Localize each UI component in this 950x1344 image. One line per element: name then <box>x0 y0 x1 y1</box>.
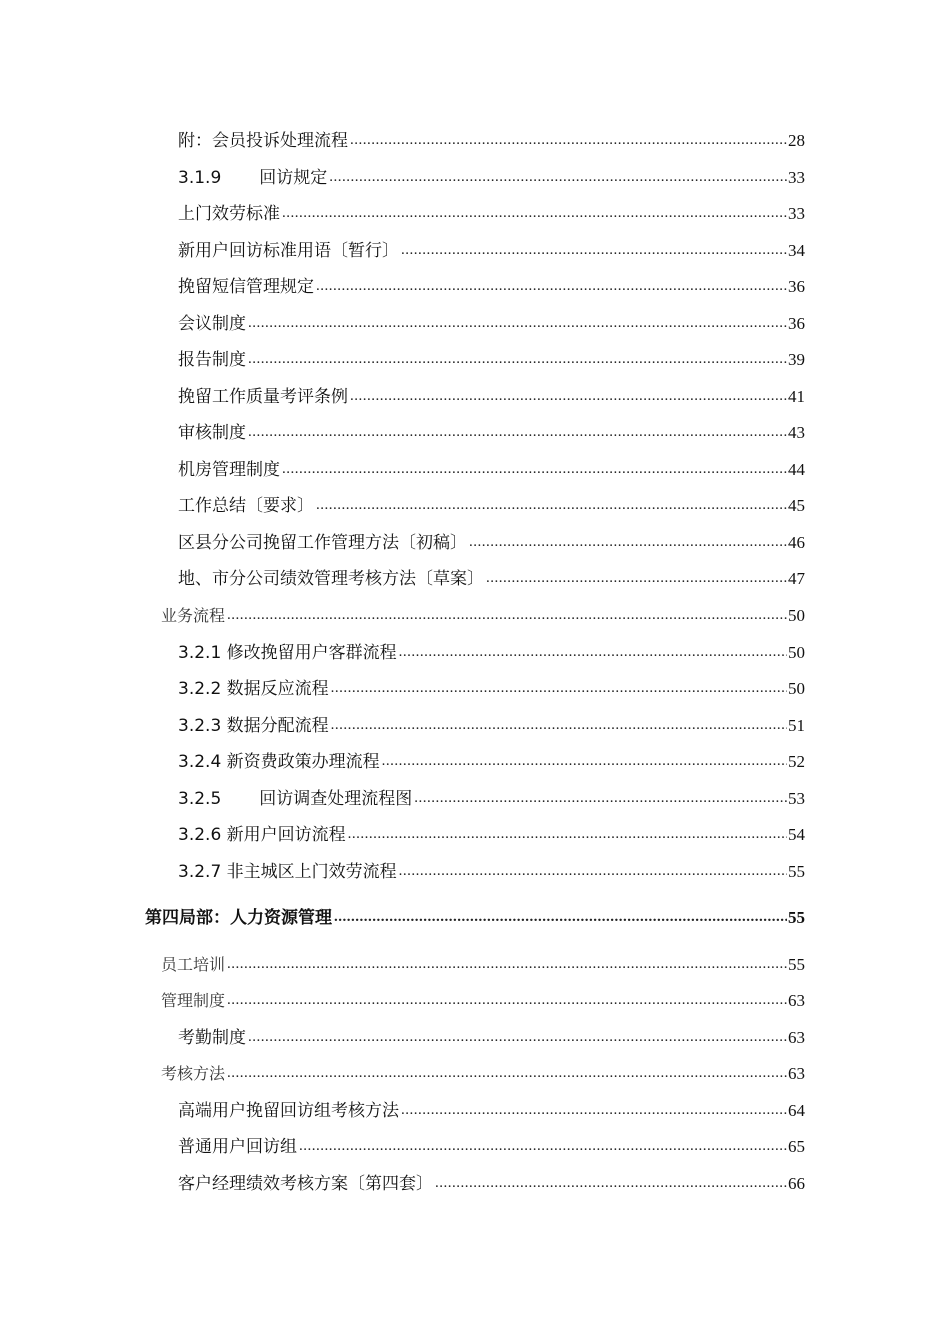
toc-page-number: 39 <box>788 350 805 369</box>
toc-page-number: 34 <box>788 241 805 260</box>
toc-entry[interactable] <box>0 1128 950 1158</box>
toc-entry-title: 普通用户回访组 <box>178 1137 297 1157</box>
toc-entry[interactable] <box>0 232 950 262</box>
toc-leader-dots <box>248 423 787 441</box>
toc-page-number: 41 <box>788 387 805 406</box>
toc-leader-dots <box>316 277 787 295</box>
toc-page-number: 55 <box>788 908 805 927</box>
toc-leader-dots <box>334 908 787 926</box>
toc-leader-dots <box>382 752 787 770</box>
toc-entry-title: 报告制度 <box>178 350 246 370</box>
toc-entry-title: 管理制度 <box>161 991 226 1010</box>
toc-entry-title: 数据分配流程 <box>226 716 329 736</box>
toc-leader-dots <box>227 1064 787 1082</box>
toc-entry-title: 会议制度 <box>178 314 246 334</box>
toc-page-number: 33 <box>788 168 805 187</box>
toc-entry[interactable] <box>0 946 950 976</box>
toc-entry[interactable] <box>0 816 950 846</box>
toc-entry-number: 3.2.5 <box>178 789 222 809</box>
toc-entry-title: 地、市分公司绩效管理考核方法〔草案〕 <box>178 569 484 589</box>
toc-page-number: 63 <box>788 991 805 1010</box>
toc-entry[interactable] <box>0 268 950 298</box>
toc-entry[interactable] <box>0 899 950 929</box>
toc-entry-title: 修改挽留用户客群流程 <box>226 643 397 663</box>
toc-leader-dots <box>329 168 787 186</box>
toc-leader-dots <box>248 350 787 368</box>
toc-entry-title: 挽留工作质量考评条例 <box>178 387 348 407</box>
toc-entry[interactable] <box>0 743 950 773</box>
toc-entry-title: 挽留短信管理规定 <box>178 277 314 297</box>
toc-entry[interactable] <box>0 122 950 152</box>
toc-leader-dots <box>350 387 787 405</box>
toc-entry-title: 数据反应流程 <box>226 679 329 699</box>
toc-entry[interactable] <box>0 1019 950 1049</box>
toc-leader-dots <box>331 716 787 734</box>
toc-page-number: 36 <box>788 277 805 296</box>
toc-entry-title: 回访调查处理流程图 <box>259 789 413 809</box>
toc-leader-dots <box>399 643 787 661</box>
toc-entry[interactable] <box>0 670 950 700</box>
toc-leader-dots <box>282 460 787 478</box>
toc-entry[interactable] <box>0 378 950 408</box>
toc-page-number: 50 <box>788 679 805 698</box>
toc-entry-number: 3.1.9 <box>178 168 222 188</box>
toc-page-number: 66 <box>788 1174 805 1193</box>
toc-leader-dots <box>486 569 787 587</box>
toc-entry-title: 新用户回访标准用语〔暂行〕 <box>178 241 399 261</box>
toc-page-number: 28 <box>788 131 805 150</box>
toc-leader-dots <box>401 241 787 259</box>
toc-page-number: 43 <box>788 423 805 442</box>
toc-leader-dots <box>348 825 787 843</box>
toc-entry[interactable] <box>0 195 950 225</box>
toc-entry-number: 3.2.6 <box>178 825 222 845</box>
toc-page-number: 53 <box>788 789 805 808</box>
toc-leader-dots <box>469 533 787 551</box>
toc-entry-title: 员工培训 <box>161 955 226 974</box>
toc-page-number: 64 <box>788 1101 805 1120</box>
toc-entry-title: 考核方法 <box>161 1064 226 1083</box>
toc-entry[interactable] <box>0 1165 950 1195</box>
toc-entry-title: 区县分公司挽留工作管理方法〔初稿〕 <box>178 533 467 553</box>
toc-entry[interactable] <box>0 634 950 664</box>
toc-entry[interactable] <box>0 853 950 883</box>
toc-entry-title: 新用户回访流程 <box>226 825 346 845</box>
toc-entry[interactable] <box>0 159 950 189</box>
toc-entry-title: 回访规定 <box>259 168 328 188</box>
toc-entry-title: 附：会员投诉处理流程 <box>178 131 348 151</box>
toc-entry[interactable] <box>0 597 950 627</box>
toc-entry[interactable] <box>0 305 950 335</box>
toc-entry[interactable] <box>0 560 950 590</box>
toc-leader-dots <box>316 496 787 514</box>
toc-page-number: 46 <box>788 533 805 552</box>
toc-leader-dots <box>414 789 787 807</box>
toc-page-number: 55 <box>788 862 805 881</box>
toc-page-number: 47 <box>788 569 805 588</box>
toc-entry-title: 上门效劳标准 <box>178 204 280 224</box>
toc-entry[interactable] <box>0 451 950 481</box>
toc-page-number: 44 <box>788 460 805 479</box>
toc-entry-title: 高端用户挽留回访组考核方法 <box>178 1101 399 1121</box>
toc-entry-number: 3.2.4 <box>178 752 222 772</box>
toc-page-number: 50 <box>788 643 805 662</box>
toc-entry[interactable] <box>0 524 950 554</box>
toc-entry[interactable] <box>0 341 950 371</box>
toc-entry-number: 3.2.1 <box>178 643 222 663</box>
toc-entry[interactable] <box>0 982 950 1012</box>
toc-leader-dots <box>227 991 787 1009</box>
toc-entry[interactable] <box>0 707 950 737</box>
toc-entry-title: 审核制度 <box>178 423 246 443</box>
toc-page-number: 36 <box>788 314 805 333</box>
toc-leader-dots <box>248 1028 787 1046</box>
toc-page-number: 63 <box>788 1028 805 1047</box>
toc-entry[interactable] <box>0 1092 950 1122</box>
toc-entry-title: 新资费政策办理流程 <box>226 752 380 772</box>
toc-leader-dots <box>435 1174 787 1192</box>
toc-entry-title: 客户经理绩效考核方案〔第四套〕 <box>178 1174 433 1194</box>
toc-entry-title: 机房管理制度 <box>178 460 280 480</box>
toc-leader-dots <box>331 679 787 697</box>
toc-entry-title: 第四局部：人力资源管理 <box>145 908 332 928</box>
toc-page-number: 55 <box>788 955 805 974</box>
toc-leader-dots <box>227 955 787 973</box>
toc-leader-dots <box>401 1101 787 1119</box>
toc-entry[interactable] <box>0 414 950 444</box>
toc-entry[interactable] <box>0 1055 950 1085</box>
toc-page-number: 54 <box>788 825 805 844</box>
toc-entry-title: 业务流程 <box>161 606 226 625</box>
toc-leader-dots <box>350 131 787 149</box>
toc-entry-number: 3.2.3 <box>178 716 222 736</box>
toc-page-number: 52 <box>788 752 805 771</box>
toc-entry-number: 3.2.2 <box>178 679 222 699</box>
toc-leader-dots <box>248 314 787 332</box>
toc-entry-title: 考勤制度 <box>178 1028 246 1048</box>
toc-page-number: 33 <box>788 204 805 223</box>
toc-leader-dots <box>227 606 787 624</box>
toc-page-number: 45 <box>788 496 805 515</box>
toc-page-number: 65 <box>788 1137 805 1156</box>
toc-entry[interactable] <box>0 780 950 810</box>
toc-leader-dots <box>282 204 787 222</box>
toc-page-number: 50 <box>788 606 805 625</box>
toc-entry-title: 非主城区上门效劳流程 <box>226 862 397 882</box>
toc-entry-title: 工作总结〔要求〕 <box>178 496 314 516</box>
toc-leader-dots <box>399 862 787 880</box>
toc-entry-number: 3.2.7 <box>178 862 222 882</box>
toc-entry[interactable] <box>0 487 950 517</box>
toc-leader-dots <box>299 1137 787 1155</box>
toc-page-number: 51 <box>788 716 805 735</box>
toc-page-number: 63 <box>788 1064 805 1083</box>
